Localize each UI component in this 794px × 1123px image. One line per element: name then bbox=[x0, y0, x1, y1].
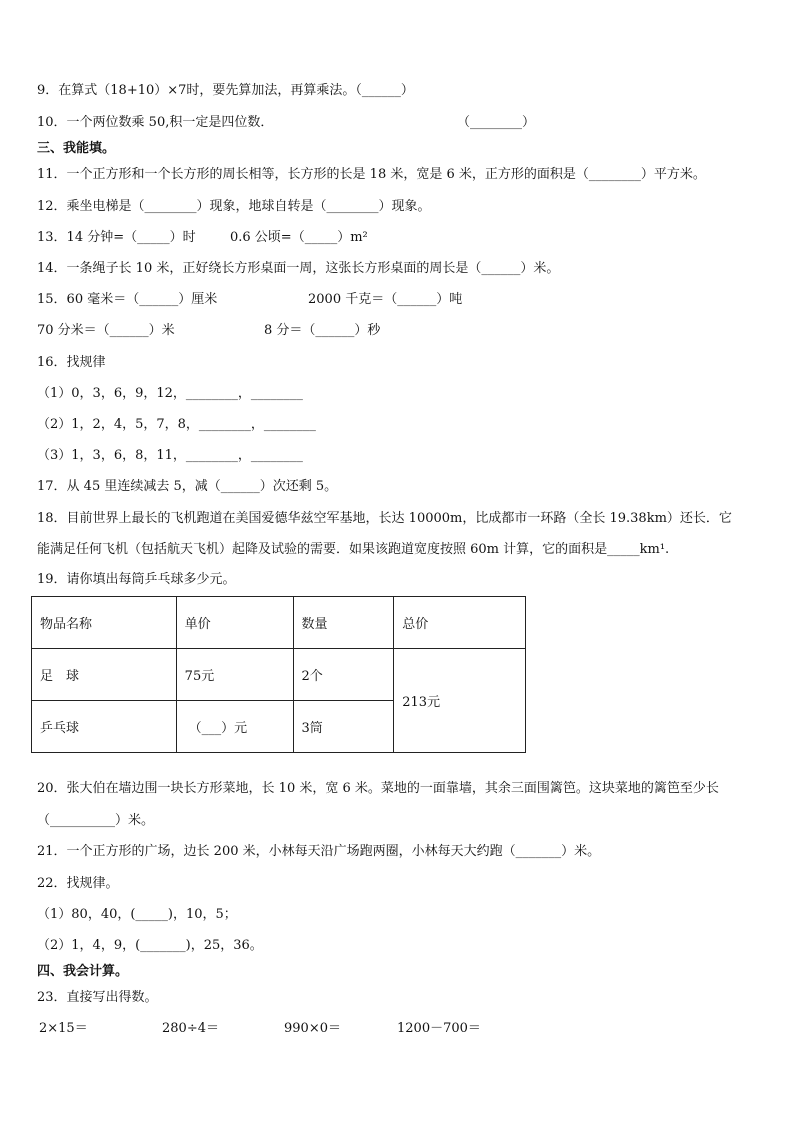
question-16-sequence-2: （2）1，2，4，5，7，8，________，________ bbox=[37, 417, 316, 432]
header-unit-price: 单价 bbox=[176, 597, 293, 649]
question-9: 9．在算式（18+10）×7时，要先算加法，再算乘法。（______） bbox=[37, 83, 414, 98]
question-17: 17．从 45 里连续减去 5，减（______）次还剩 5。 bbox=[37, 479, 338, 494]
item-name-ping-pong: 乒乓球 bbox=[32, 701, 177, 753]
question-16-sequence-1: （1）0，3，6，9，12，________，________ bbox=[37, 386, 303, 401]
question-11: 11．一个正方形和一个长方形的周长相等，长方形的长是 18 米，宽是 6 米，正方形的面积是（________）平方米。 bbox=[37, 167, 706, 182]
header-total: 总价 bbox=[394, 597, 526, 649]
question-15-part-a: 15．60 毫米＝（______）厘米 bbox=[37, 292, 218, 307]
question-20-line-2: （__________）米。 bbox=[37, 813, 155, 828]
item-name-football: 足 球 bbox=[32, 649, 177, 701]
question-18-line-2: 能满足任何飞机（包括航天飞机）起降及试验的需要．如果该跑道宽度按照 60m 计算，它的面积是_____km¹. bbox=[37, 542, 670, 557]
question-10-answer-blank: （________） bbox=[457, 115, 536, 130]
question-22-sequence-2: （2）1，4，9，(_______)，25，36。 bbox=[37, 938, 263, 953]
quantity-football: 2个 bbox=[293, 649, 394, 701]
total-price: 213元 bbox=[394, 649, 526, 753]
header-item-name: 物品名称 bbox=[32, 597, 177, 649]
question-19-title: 19．请你填出每筒乒乓球多少元。 bbox=[37, 572, 236, 587]
calc-item-4: 1200－700＝ bbox=[397, 1021, 481, 1036]
question-13-part-a: 13．14 分钟=（_____）时 bbox=[37, 230, 196, 245]
calc-item-2: 280÷4＝ bbox=[162, 1021, 219, 1036]
table-row bbox=[32, 649, 526, 701]
table-header-row bbox=[32, 597, 526, 649]
question-10: 10．一个两位数乘 50,积一定是四位数． bbox=[37, 115, 274, 130]
quantity-ping-pong: 3筒 bbox=[293, 701, 394, 753]
question-15-part-b: 2000 千克＝（______）吨 bbox=[308, 292, 463, 307]
question-22-title: 22．找规律。 bbox=[37, 876, 119, 891]
question-22-sequence-1: （1）80，40，(_____)，10，5； bbox=[37, 907, 237, 922]
question-12: 12．乘坐电梯是（________）现象，地球自转是（________）现象。 bbox=[37, 199, 431, 214]
question-20-line-1: 20．张大伯在墙边围一块长方形菜地，长 10 米，宽 6 米。菜地的一面靠墙，其余三面围篱笆。这块菜地的篱笆至少长 bbox=[37, 781, 719, 796]
unit-price-football: 75元 bbox=[176, 649, 293, 701]
calc-item-1: 2×15＝ bbox=[39, 1021, 88, 1036]
question-18-line-1: 18．目前世界上最长的飞机跑道在美国爱德华兹空军基地，长达 10000m，比成都市一环路（全长 19.38km）还长．它 bbox=[37, 511, 732, 526]
question-14: 14．一条绳子长 10 米，正好绕长方形桌面一周，这张长方形桌面的周长是（______）米。 bbox=[37, 261, 560, 276]
question-16-sequence-3: （3）1，3，6，8，11，________，________ bbox=[37, 448, 303, 463]
question-16-title: 16．找规律 bbox=[37, 355, 106, 370]
calc-item-3: 990×0＝ bbox=[284, 1021, 341, 1036]
unit-price-ping-pong: （___）元 bbox=[176, 701, 293, 753]
price-table bbox=[31, 596, 526, 753]
question-21: 21．一个正方形的广场，边长 200 米，小林每天沿广场跑两圈，小林每天大约跑（_______）米。 bbox=[37, 844, 601, 859]
question-15-part-c: 70 分米＝（______）米 bbox=[37, 323, 175, 338]
section-3-heading: 三、我能填。 bbox=[37, 141, 116, 156]
question-13-part-b: 0.6 公顷=（_____）m² bbox=[230, 230, 368, 245]
section-4-heading: 四、我会计算。 bbox=[37, 964, 129, 979]
question-23-title: 23．直接写出得数。 bbox=[37, 990, 158, 1005]
header-quantity: 数量 bbox=[293, 597, 394, 649]
question-15-part-d: 8 分＝（______）秒 bbox=[264, 323, 381, 338]
